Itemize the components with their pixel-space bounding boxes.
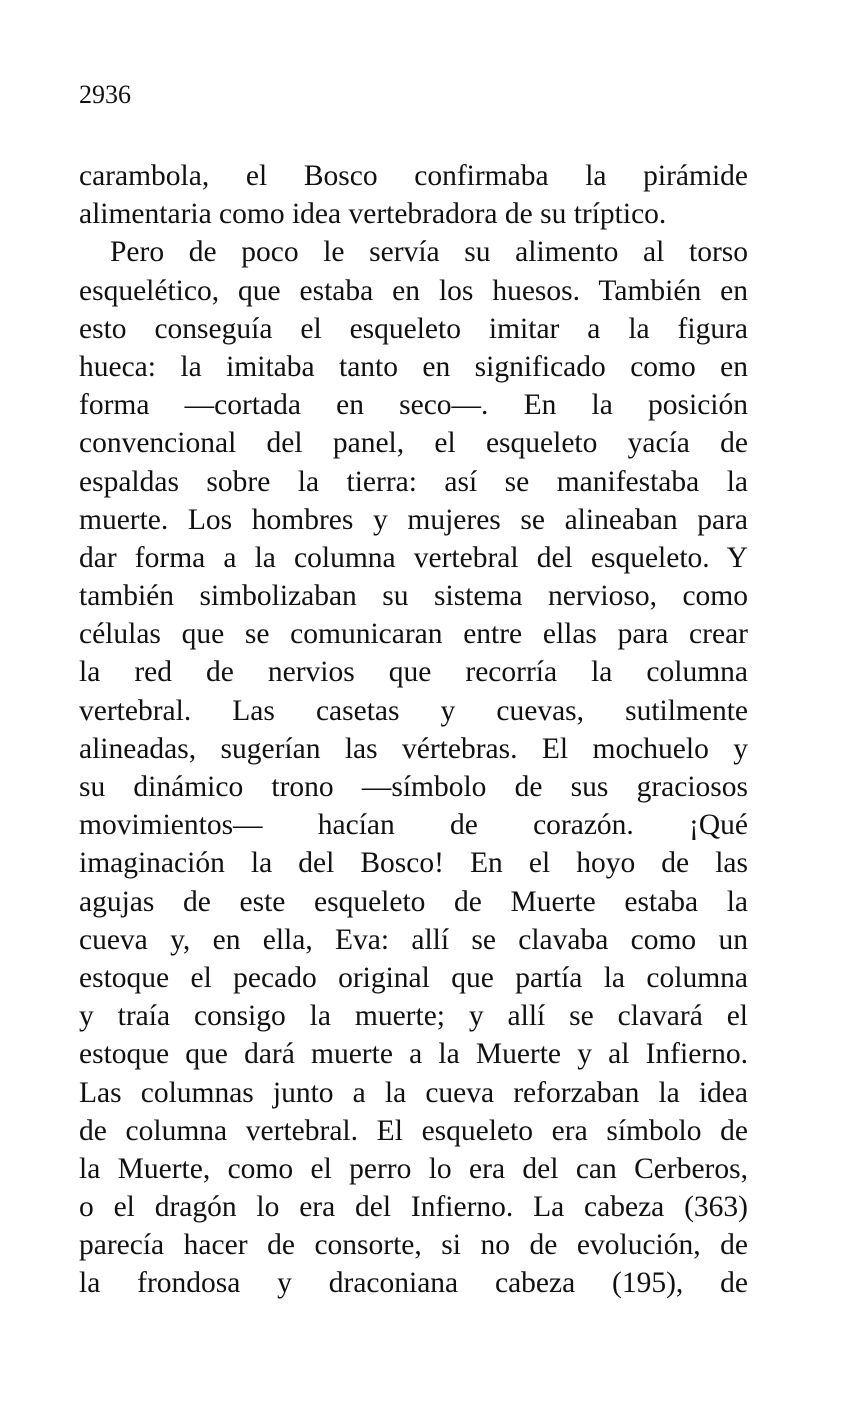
- text-line: cueva y, en ella, Eva: allí se clavaba como un: [79, 923, 748, 956]
- text-line: alimentaria como idea vertebradora de su tríptico.: [79, 198, 667, 231]
- text-line: Las columnas junto a la cueva reforzaban la idea: [79, 1076, 748, 1109]
- text-line: forma —cortada en seco—. En la posición: [79, 389, 748, 422]
- text-line: estoque que dará muerte a la Muerte y al Infierno.: [79, 1038, 748, 1071]
- text-line: la red de nervios que recorría la columna: [79, 656, 748, 689]
- text-line: hueca: la imitaba tanto en significado como en: [79, 350, 748, 383]
- text-line: vertebral. Las casetas y cuevas, sutilmente: [79, 694, 748, 727]
- text-line: dar forma a la columna vertebral del esqueleto. Y: [79, 541, 748, 574]
- text-line: agujas de este esqueleto de Muerte estaba la: [79, 885, 748, 918]
- text-line: convencional del panel, el esqueleto yacía de: [79, 427, 748, 460]
- text-line: o el dragón lo era del Infierno. La cabeza (363): [79, 1191, 748, 1224]
- text-line: esto conseguía el esqueleto imitar a la figura: [79, 312, 748, 345]
- text-line: espaldas sobre la tierra: así se manifestaba la: [79, 465, 748, 498]
- paragraph-first-line: Pero de poco le servía su alimento al torso: [110, 236, 748, 269]
- page-number: 2936: [79, 80, 131, 109]
- text-line: imaginación la del Bosco! En el hoyo de las: [79, 847, 748, 880]
- text-line: la Muerte, como el perro lo era del can Cerberos,: [79, 1152, 748, 1185]
- text-line: esquelético, que estaba en los huesos. También en: [79, 274, 748, 307]
- text-line: carambola, el Bosco confirmaba la pirámide: [79, 160, 748, 192]
- body-text: [79, 157, 748, 1303]
- text-line: su dinámico trono —símbolo de sus graciosos: [79, 771, 748, 803]
- text-line: movimientos— hacían de corazón. ¡Qué: [79, 809, 748, 842]
- text-line: la frondosa y draconiana cabeza (195), de: [79, 1267, 748, 1300]
- text-line: muerte. Los hombres y mujeres se alineaban para: [79, 503, 748, 536]
- text-line: también simbolizaban su sistema nervioso, como: [79, 580, 748, 613]
- text-line: y traía consigo la muerte; y allí se clavará el: [79, 1000, 748, 1033]
- text-line: alineadas, sugerían las vértebras. El mochuelo y: [79, 732, 748, 765]
- text-line: de columna vertebral. El esqueleto era símbolo de: [79, 1114, 748, 1147]
- text-line: células que se comunicaran entre ellas para crear: [79, 618, 748, 651]
- text-line: estoque el pecado original que partía la columna: [79, 961, 748, 994]
- text-line: parecía hacer de consorte, si no de evolución, de: [79, 1229, 748, 1262]
